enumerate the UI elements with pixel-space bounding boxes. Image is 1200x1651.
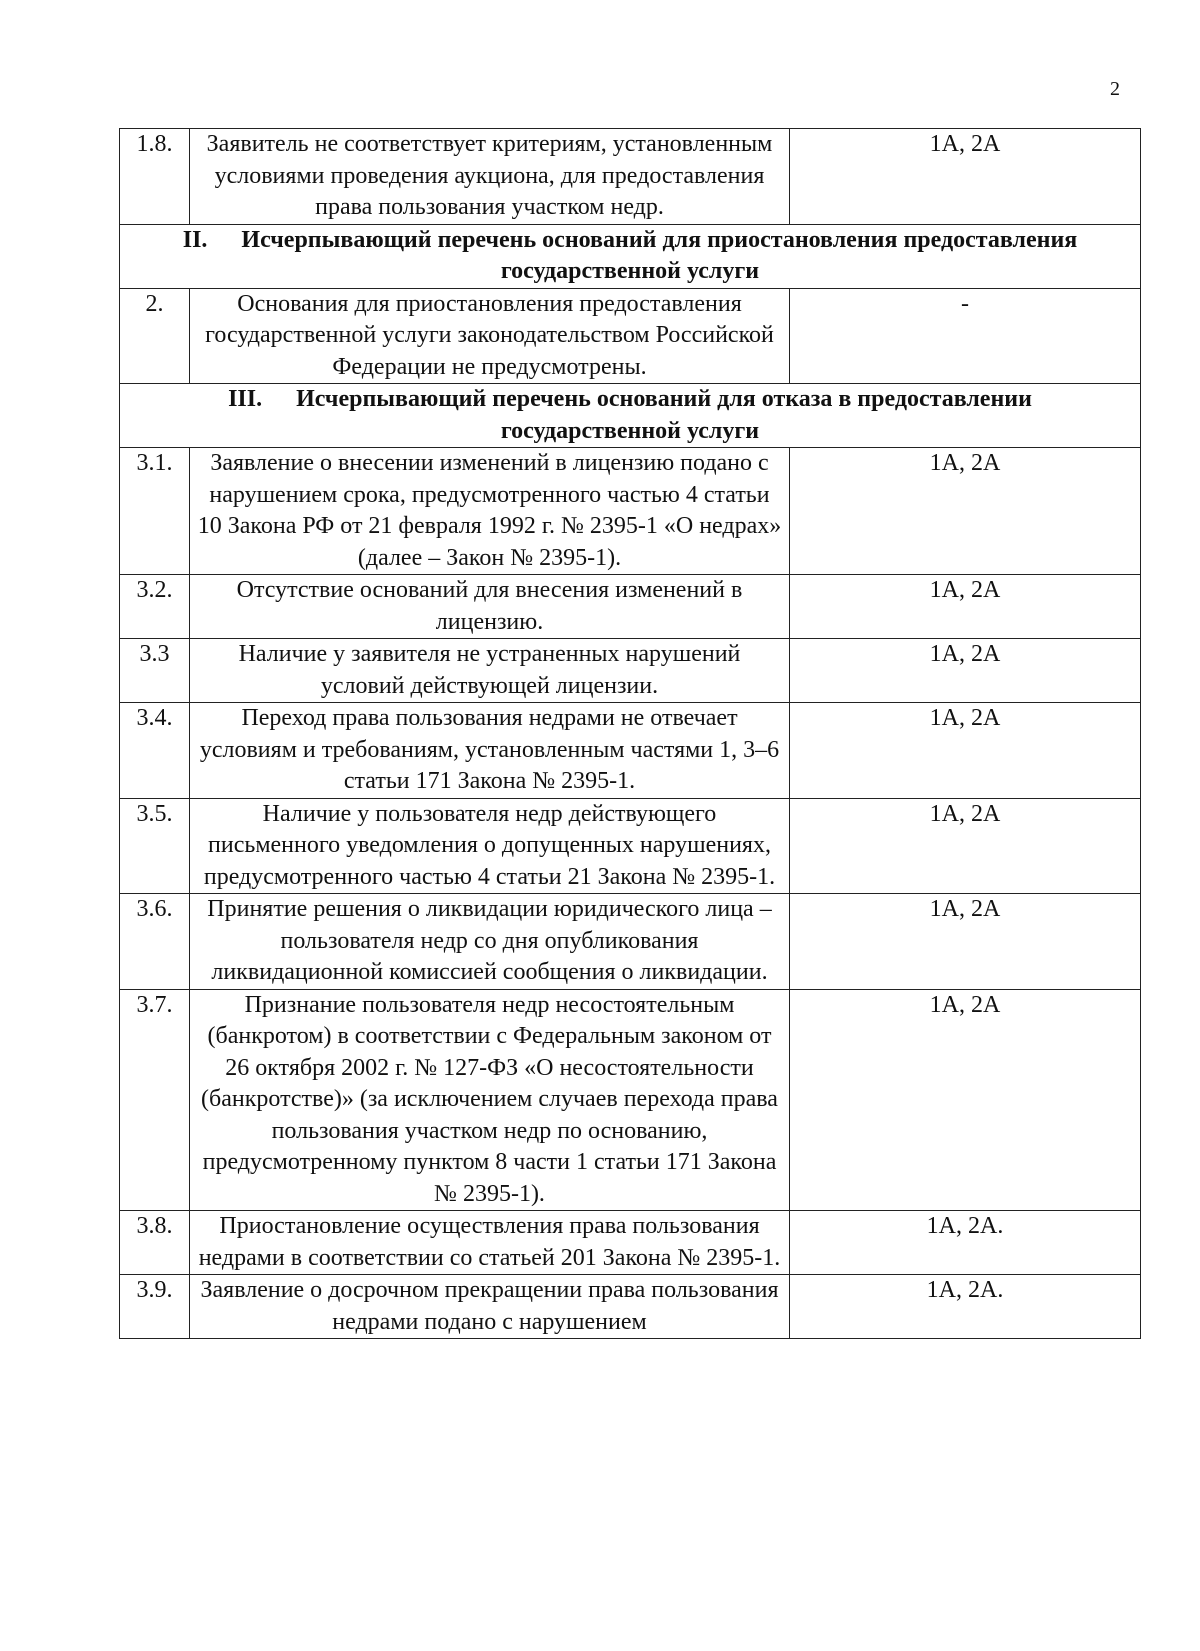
item-text: Принятие решения о ликвидации юридического лица – пользователя недр со дня опубликования ликвидационной комиссией сообщения о ликвидации.	[190, 894, 790, 990]
item-number: 3.1.	[120, 448, 190, 575]
item-number: 1.8.	[120, 129, 190, 225]
item-number: 3.5.	[120, 798, 190, 894]
section-heading	[120, 224, 1141, 288]
item-text: Наличие у заявителя не устраненных нарушений условий действующей лицензии.	[190, 639, 790, 703]
item-reference: 1А, 2А	[790, 129, 1141, 225]
section-row	[120, 384, 1141, 448]
item-number: 3.8.	[120, 1211, 190, 1275]
table-row	[120, 894, 1141, 990]
section-row	[120, 224, 1141, 288]
section-heading	[120, 384, 1141, 448]
table-row	[120, 448, 1141, 575]
item-reference: 1А, 2А.	[790, 1275, 1141, 1339]
item-text: Признание пользователя недр несостоятельным (банкротом) в соответствии с Федеральным законом от 26 октября 2002 г. № 127-ФЗ «О несостоятельности (банкротстве)» (за исключением случаев перехода права пользования участком недр по основанию, предусмотренному пунктом 8 части 1 статьи 171 Закона № 2395-1).	[190, 989, 790, 1211]
item-text: Переход права пользования недрами не отвечает условиям и требованиям, установленным частями 1, 3–6 статьи 171 Закона № 2395-1.	[190, 703, 790, 799]
item-number: 3.9.	[120, 1275, 190, 1339]
item-number: 3.2.	[120, 575, 190, 639]
item-number: 3.4.	[120, 703, 190, 799]
item-text: Заявление о внесении изменений в лицензию подано с нарушением срока, предусмотренного частью 4 статьи 10 Закона РФ от 21 февраля 1992 г. № 2395-1 «О недрах» (далее – Закон № 2395-1).	[190, 448, 790, 575]
item-text: Заявление о досрочном прекращении права пользования недрами подано с нарушением	[190, 1275, 790, 1339]
section-number: II.	[182, 226, 208, 253]
item-reference: 1А, 2А.	[790, 1211, 1141, 1275]
item-text: Основания для приостановления предоставления государственной услуги законодательством Российской Федерации не предусмотрены.	[190, 288, 790, 384]
item-reference: 1А, 2А	[790, 639, 1141, 703]
section-title: Исчерпывающий перечень оснований для приостановления предоставления государственной услуги	[241, 226, 1078, 284]
item-text: Отсутствие оснований для внесения изменений в лицензию.	[190, 575, 790, 639]
item-text: Заявитель не соответствует критериям, установленным условиями проведения аукциона, для предоставления права пользования участком недр.	[190, 129, 790, 225]
table-row	[120, 1211, 1141, 1275]
item-number: 3.3	[120, 639, 190, 703]
page-number: 2	[1110, 78, 1120, 100]
item-number: 3.7.	[120, 989, 190, 1211]
section-title: Исчерпывающий перечень оснований для отказа в предоставлении государственной услуги	[296, 386, 1032, 444]
item-reference: 1А, 2А	[790, 575, 1141, 639]
table-row	[120, 288, 1141, 384]
table-row	[120, 129, 1141, 225]
item-reference: 1А, 2А	[790, 703, 1141, 799]
table-row	[120, 989, 1141, 1211]
item-reference: 1А, 2А	[790, 894, 1141, 990]
item-reference: 1А, 2А	[790, 448, 1141, 575]
table-row	[120, 575, 1141, 639]
item-number: 3.6.	[120, 894, 190, 990]
table-row	[120, 1275, 1141, 1339]
item-text: Приостановление осуществления права пользования недрами в соответствии со статьей 201 Закона № 2395-1.	[190, 1211, 790, 1275]
item-reference: 1А, 2А	[790, 989, 1141, 1211]
table-row	[120, 639, 1141, 703]
item-reference: -	[790, 288, 1141, 384]
item-reference: 1А, 2А	[790, 798, 1141, 894]
section-number: III.	[228, 386, 263, 412]
table-row	[120, 798, 1141, 894]
table-row	[120, 703, 1141, 799]
item-text: Наличие у пользователя недр действующего письменного уведомления о допущенных нарушениях, предусмотренного частью 4 статьи 21 Закона № 2395-1.	[190, 798, 790, 894]
grounds-table	[119, 128, 1141, 1339]
item-number: 2.	[120, 288, 190, 384]
